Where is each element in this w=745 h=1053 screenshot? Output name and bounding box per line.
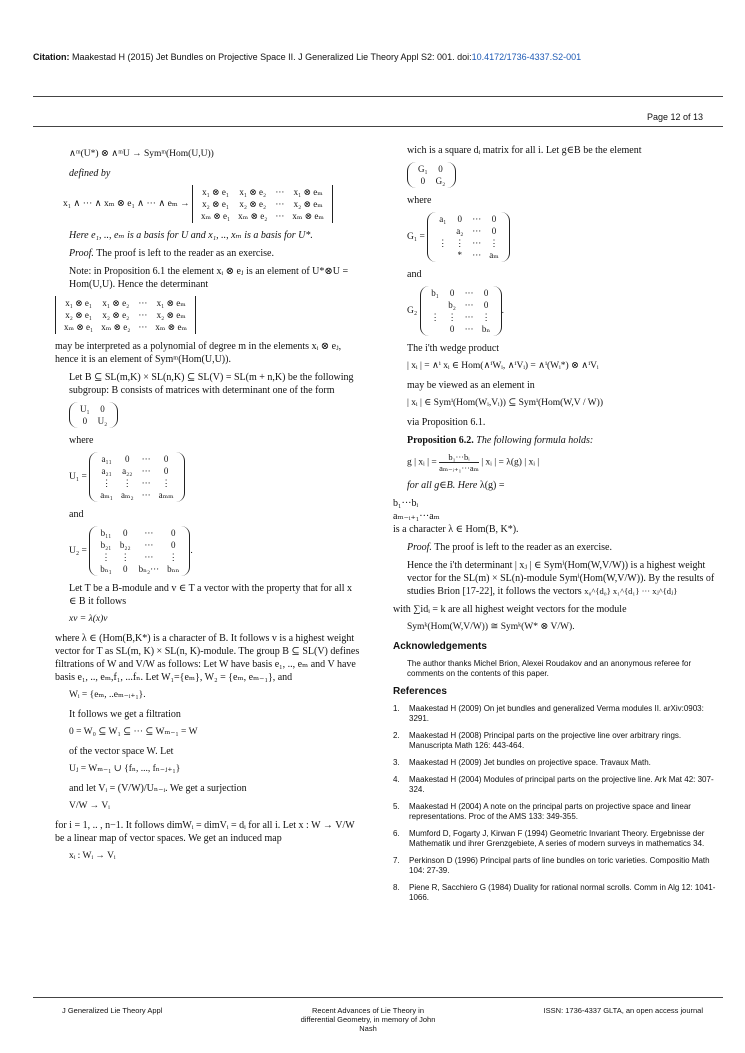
reference-item [393, 829, 723, 849]
filtration-equation: 0 = W₀ ⊆ W₁ ⊆ ··· ⊆ Wₘ₋₁ = W [69, 727, 198, 737]
G2-table [427, 287, 495, 335]
charac-text: is a character λ ∈ Hom(B, K*). [393, 524, 519, 535]
reference-text: Maakestad H (2008) Principal parts on the projective line over arbitrary rings. Manuscripta Math 126: 443-464. [409, 731, 682, 750]
determinant-matrix [192, 185, 333, 223]
matrix-cell: 0 [420, 176, 426, 186]
matrix-cell: aₘ [489, 250, 499, 260]
matrix-cell: ··· [275, 199, 285, 209]
matrix-cell: 0 [449, 288, 455, 298]
equation-wedge-sym: ∧ᵐ(U*) ⊗ ∧ᵐU → Symᵐ(Hom(U,U)) [69, 149, 214, 159]
square-paragraph: wich is a square dᵢ matrix for all i. Let g∈B be the element [407, 145, 642, 156]
citation [33, 52, 723, 62]
Uj-equation: Uⱼ = Wₘ₋₁ ∪ {fₙ, ..., fₙ₋ⱼ₊₁} [69, 764, 181, 774]
prop-text: The following formula holds: [476, 435, 594, 446]
matrix-row [96, 551, 183, 563]
references-heading: References [393, 686, 447, 697]
matrix-cell: a₂₁ [101, 466, 112, 476]
matrix-cell: xₘ ⊗ eₘ [292, 211, 324, 221]
matrix-cell: 0 [438, 164, 443, 174]
and-let: and let Vᵢ = (V/W)/Uₙ₋ᵢ. We get a surjection [69, 783, 247, 794]
matrix-cell: 0 [491, 214, 497, 224]
note-paragraph: Note: in Proposition 6.1 the element xᵢ ⊗ eⱼ is an element of U*⊗U = Hom(U,U). Hence the determinant [69, 266, 349, 290]
wedge-equation: | xᵢ | = ∧ⁱ xᵢ ∈ Hom(∧ⁱWᵢ, ∧ⁱVᵢ) = ∧ⁱ(Wᵢ*) ⊗ ∧ⁱVᵢ [407, 361, 599, 371]
matrix-cell: ··· [141, 466, 151, 476]
g-eq-rhs: | xᵢ | = λ(g) | xᵢ | [481, 457, 540, 468]
matrix-cell [434, 225, 451, 237]
matrix-row [60, 309, 191, 321]
matrix-cell: ⋮ [122, 478, 132, 488]
matrix-cell: x₂ ⊗ e₂ [239, 199, 267, 209]
matrix-cell: ··· [472, 214, 482, 224]
G1-label: G₁ = [407, 232, 425, 243]
matrix-cell: x₁ ⊗ e₁ [65, 298, 92, 308]
matrix-row [96, 539, 183, 551]
here-basis: Here e₁, .., eₘ is a basis for U and x₁, .., xₘ is a basis for U*. [69, 230, 313, 241]
matrix-cell: ⋮ [101, 552, 111, 562]
G2-label: G₂ [407, 306, 418, 317]
matrix-cell: ⋮ [489, 238, 499, 248]
matrix-cell: 0 [82, 416, 88, 426]
block-matrix-G [407, 162, 723, 188]
page-number-rule [33, 126, 723, 127]
U1-paren [89, 452, 184, 502]
g-equation [407, 452, 723, 473]
fori-paragraph: for i = 1, .. , n−1. It follows dimWᵢ = dimVᵢ = dᵢ for all i. Let x : W → V/W be a linear map of vector spaces. We get an induced map [55, 820, 355, 844]
reference-number: 4. [393, 775, 400, 784]
matrix-row [427, 287, 495, 299]
matrix-cell: 0 [491, 226, 497, 236]
matrix-cell: ··· [141, 490, 151, 500]
block-matrix-G-paren [407, 162, 456, 188]
matrix-cell: x₁ ⊗ e₂ [102, 298, 130, 308]
matrix-cell: xₘ ⊗ e₂ [101, 322, 131, 332]
matrix-cell: x₁ ⊗ e₂ [239, 187, 267, 197]
block-matrix-U [69, 402, 360, 428]
proof-text-2: The proof is left to the reader as an exercise. [434, 542, 612, 553]
ack-heading: Acknowledgements [393, 641, 487, 652]
xi-equation: xᵢ : Wᵢ → Vᵢ [69, 851, 116, 861]
matrix-row [427, 299, 495, 311]
matrix-cell: ⋮ [120, 552, 130, 562]
filtration-intro: It follows we get a filtration [69, 709, 181, 720]
matrix-cell: x₂ ⊗ e₁ [65, 310, 92, 320]
matrix-cell: ⋮ [168, 552, 178, 562]
matrix-cell: a₁₁ [101, 454, 112, 464]
matrix-cell: ⋮ [430, 312, 440, 322]
matrix-cell: x₂ ⊗ eₘ [156, 310, 186, 320]
reference-number: 7. [393, 856, 400, 865]
g-eq-lhs: g | xᵢ | = [407, 457, 437, 468]
footer-issn: ISSN: 1736-4337 GLTA, an open access journal [543, 1006, 703, 1015]
matrix-cell: ⋮ [102, 478, 112, 488]
sym-equation: | xᵢ | ∈ Symⁱ(Hom(Wᵢ,Vᵢ)) ⊆ Symⁱ(Hom(W,V / W)) [407, 398, 603, 408]
matrix-cell: ⋮ [161, 478, 171, 488]
reference-item [393, 758, 723, 768]
matrix-row [96, 489, 177, 501]
matrix-row [197, 186, 328, 198]
determinant-2 [55, 296, 360, 334]
reference-number: 3. [393, 758, 400, 767]
wedge-intro: The i'th wedge product [407, 343, 500, 354]
matrix-cell: ··· [472, 250, 482, 260]
matrix-cell [434, 249, 451, 261]
matrix-cell: x₂ ⊗ e₂ [102, 310, 130, 320]
prop-label: Proposition 6.2. [407, 435, 474, 446]
hence-text: Hence the i'th determinant | xⱼ | ∈ Symⁱ(Hom(W,V/W)) is a highest weight vector for the SL(m) × SL(n)-module Symⁱ(Hom(W,V/W)). By the results of studies Brion [17-22], it follows the vectors [407, 560, 715, 597]
vectors-expr: x₀^{d₀} x₁^{d₁} ··· xⱼ^{dⱼ} [584, 586, 678, 596]
matrix-row [427, 323, 495, 335]
matrix-cell: xₘ ⊗ e₂ [238, 211, 268, 221]
matrix-cell: xₘ ⊗ eₘ [155, 322, 187, 332]
reference-text: Maakestad H (2009) Jet bundles on projective space. Travaux Math. [409, 758, 651, 767]
U1-label: U₁ = [69, 472, 87, 483]
G1-table [434, 213, 503, 261]
matrix-cell: ··· [472, 238, 482, 248]
map-lhs: x₁ ∧ ··· ∧ xₘ ⊗ e₁ ∧ ··· ∧ eₘ → [63, 199, 190, 210]
page-number: Page 12 of 13 [646, 112, 703, 122]
proof-label-2: Proof. [407, 542, 432, 553]
citation-text: Maakestad H (2015) Jet Bundles on Projective Space II. J Generalized Lie Theory Appl S2: 001. doi: [72, 52, 472, 62]
matrix-cell: ⋮ [481, 312, 491, 322]
matrix-cell: x₁ ⊗ e₁ [202, 187, 229, 197]
matrix-cell: 0 [449, 324, 455, 334]
proof-label: Proof. [69, 248, 94, 259]
letT-paragraph: Let T be a B-module and v ∈ T a vector with the property that for all x ∈ B it follows [69, 583, 352, 607]
matrix-cell: 0 [122, 528, 128, 538]
matrix-cell: U₁ [80, 404, 90, 414]
matrix-row [96, 453, 177, 465]
matrix-cell [427, 323, 444, 335]
matrix-row [434, 225, 503, 237]
matrix-cell: ··· [464, 288, 474, 298]
matrix-row [60, 321, 191, 333]
matrix-cell: ··· [275, 187, 285, 197]
matrix-cell: b₂₂ [119, 540, 131, 550]
proof-2 [393, 541, 723, 554]
U2-table [96, 527, 183, 575]
matrix-cell: x₂ ⊗ eₘ [293, 199, 323, 209]
reference-item [393, 731, 723, 751]
reference-number: 5. [393, 802, 400, 811]
matrix-cell: 0 [163, 454, 169, 464]
matrix-row [434, 237, 503, 249]
block-matrix-U-paren [69, 402, 118, 428]
and-1: and [69, 509, 84, 520]
matrix-cell: ··· [138, 298, 148, 308]
reference-item [393, 802, 723, 822]
matrix-cell: xₘ ⊗ e₁ [200, 211, 231, 221]
determinant-matrix-2 [55, 296, 196, 334]
reference-number: 1. [393, 704, 400, 713]
matrix-cell: 0 [122, 564, 128, 574]
matrix-cell: 0 [171, 528, 176, 538]
matrix-row [434, 213, 503, 225]
determinant-table-2 [60, 297, 191, 333]
reference-text: Maakestad H (2004) Modules of principal parts on the projective line. Ark Mat 42: 307-324. [409, 775, 714, 794]
matrix-U2: U₂ = b₁₁ 0 ··· 0 b₂₁ b₂₂ ··· 0 ⋮ ⋮ ··· ⋮ bₙ₁ 0 bₙ₂··· bₙₙ . [69, 528, 193, 574]
left-column [55, 144, 360, 869]
matrix-cell: aₘₘ [158, 490, 174, 500]
lambda-frac-den: aₘ₋ᵢ₊₁···aₘ [393, 511, 440, 522]
lambda-frac-num: b₁···bᵢ [393, 498, 419, 509]
matrix-cell: 0 [483, 288, 489, 298]
reference-item [393, 856, 723, 876]
matrix-cell: ··· [472, 226, 482, 236]
reference-number: 2. [393, 731, 400, 740]
matrix-cell: b₂ [448, 300, 456, 310]
matrix-row [434, 249, 503, 261]
letB-paragraph: Let B ⊆ SL(m,K) × SL(n,K) ⊆ SL(V) = SL(m + n,K) be the following subgroup: B consists of matrices with determinant one of the form [69, 372, 354, 396]
matrix-G2: G₂ b₁ 0 ··· 0 b₂ ··· 0 ⋮ ⋮ ··· ⋮ 0 ··· bₙ . [407, 288, 504, 334]
reference-item [393, 883, 723, 903]
reference-number: 8. [393, 883, 400, 892]
U1-table [96, 453, 177, 501]
matrix-cell: G₁ [418, 164, 428, 174]
footer-center: Recent Advances of Lie Theory in differential Geometry, in memory of John Nash [300, 1006, 436, 1033]
matrix-cell: aₘ₁ [100, 490, 113, 500]
G1-paren [427, 212, 510, 262]
matrix-cell: 0 [457, 214, 463, 224]
footer-journal: J Generalized Lie Theory Appl [62, 1006, 163, 1015]
determinant-map [63, 185, 360, 223]
g-frac-num: b₁···bᵢ [439, 452, 479, 463]
matrix-cell: a₂ [456, 226, 464, 236]
matrix-row [414, 175, 449, 187]
matrix-cell [427, 299, 444, 311]
where-2: where [407, 195, 432, 206]
reference-number: 6. [393, 829, 400, 838]
surjection-equation: V/W → Vᵢ [69, 801, 110, 811]
highest-text: are all highest weight vectors for the module [447, 604, 627, 615]
U2-paren [89, 526, 190, 576]
matrix-row [76, 403, 111, 415]
matrix-row [96, 527, 183, 539]
proposition-6-2 [393, 434, 723, 447]
reference-text: Maakestad H (2004) A note on the principal parts on projective space and linear representations. Proc of the AMS 133: 349-355. [409, 802, 691, 821]
reference-text: Mumford D, Fogarty J, Kirwan F (1994) Geometric Invariant Theory. Ergebnisse der Mathematik und ihrer Grenzgebiete, A series of modern surveys in mathematics 34. [409, 829, 705, 848]
matrix-row [414, 163, 449, 175]
matrix-row [96, 465, 177, 477]
matrix-cell: ⋮ [447, 312, 457, 322]
matrix-cell: b₂₁ [100, 540, 112, 550]
of-vector-space: of the vector space W. Let [69, 746, 174, 757]
matrix-row [197, 210, 328, 222]
doi-link[interactable]: 10.4172/1736-4337.S2-001 [471, 52, 582, 62]
U2-label: U₂ = [69, 546, 87, 557]
and-2: and [407, 269, 422, 280]
matrix-cell: ⋮ [438, 238, 448, 248]
xv-equation: xv = λ(x)v [69, 614, 108, 624]
matrix-cell: ··· [275, 211, 285, 221]
matrix-cell: ··· [464, 300, 474, 310]
reference-item [393, 704, 723, 724]
matrix-cell: a₁ [439, 214, 447, 224]
hence-paragraph [393, 559, 723, 598]
matrix-cell: bₙ₁ [100, 564, 112, 574]
header-rule [33, 96, 723, 97]
determinant-table [197, 186, 328, 222]
matrix-cell: 0 [483, 300, 489, 310]
reference-text: Perkinson D (1996) Principal parts of line bundles on toric varieties. Compositio Math 104: 27-39. [409, 856, 710, 875]
matrix-cell: 0 [100, 404, 105, 414]
matrix-cell: x₁ ⊗ eₘ [156, 298, 186, 308]
matrix-cell: G₂ [435, 176, 446, 186]
matrix-cell: 0 [171, 540, 176, 550]
matrix-cell: b₁ [431, 288, 439, 298]
where-1: where [69, 435, 94, 446]
matrix-cell: bₙ₂··· [138, 564, 160, 574]
forall-line [393, 479, 723, 492]
ack-text: The author thanks Michel Brion, Alexei Roudakov and an anonymous referee for comments on the contents of this paper. [407, 659, 692, 678]
reference-item [393, 775, 723, 795]
matrix-cell: ··· [141, 454, 151, 464]
matrix-cell: x₂ ⊗ e₁ [202, 199, 229, 209]
reference-text: Piene R, Sacchiero G (1984) Duality for rational normal scrolls. Comm in Alg 12: 1041-1066. [409, 883, 716, 902]
iso-equation: Symᵏ(Hom(W,V/W)) ≅ Symᵏ(W* ⊗ V/W). [407, 622, 575, 632]
proof-1 [55, 247, 360, 260]
matrix-cell: ··· [144, 528, 154, 538]
g-fraction [439, 452, 479, 473]
viewed-as: may be viewed as an element in [407, 380, 535, 391]
block-table-G [414, 163, 449, 187]
G2-paren [420, 286, 502, 336]
matrix-cell: 0 [163, 466, 169, 476]
footer-rule [33, 997, 723, 998]
matrix-cell: U₂ [97, 416, 108, 426]
matrix-cell: x₁ ⊗ eₘ [293, 187, 323, 197]
matrix-row [96, 477, 177, 489]
lambda-eq: λ(g) = [479, 480, 505, 491]
matrix-cell: 0 [125, 454, 130, 464]
reference-list [393, 704, 723, 903]
matrix-row [197, 198, 328, 210]
with-text: with [393, 604, 411, 615]
matrix-cell: b₁₁ [100, 528, 112, 538]
citation-label: Citation: [33, 52, 70, 62]
proof-text: The proof is left to the reader as an exercise. [96, 248, 274, 259]
matrix-cell: bₙₙ [167, 564, 180, 574]
forall-text: for all g∈B. Here [407, 480, 478, 491]
via-proposition: via Proposition 6.1. [407, 417, 486, 428]
matrix-cell: ··· [464, 312, 474, 322]
matrix-row [60, 297, 191, 309]
matrix-G1 [407, 212, 723, 262]
matrix-cell: ··· [464, 324, 474, 334]
reference-text: Maakestad H (2009) On jet bundles and generalized Verma modules II. arXiv:0903: 3291. [409, 704, 704, 723]
matrix-row [76, 415, 111, 427]
matrix-row [427, 311, 495, 323]
matrix-cell: ··· [138, 310, 148, 320]
right-column [393, 144, 723, 910]
interp-paragraph: may be interpreted as a polynomial of degree m in the elements xᵢ ⊗ eⱼ, hence it is an element of Symᵐ(Hom(U,U)). [55, 341, 342, 365]
matrix-cell: ··· [141, 478, 151, 488]
defined-by: defined by [69, 168, 111, 179]
matrix-cell: xₘ ⊗ e₁ [64, 322, 94, 332]
g-frac-den: aₘ₋ᵢ₊₁···aₘ [439, 463, 479, 473]
with-line [393, 603, 723, 616]
matrix-cell: bₙ [481, 324, 491, 334]
matrix-cell: ··· [144, 552, 154, 562]
block-table-U [76, 403, 111, 427]
matrix-cell: a₂₂ [122, 466, 133, 476]
matrix-U1 [69, 452, 360, 502]
matrix-cell: ··· [138, 322, 148, 332]
wherelambda-paragraph: where λ ∈ (Hom(B,K*) is a character of B. It follows v is a highest weight vector for T as SL(m, K) × SL(n, K)-module. The group B ⊆ SL(V) defines filtrations of W and V/W as follows: Let W have basis e₁, .., eₘ and V have basis e₁, .., eₘ,f₁, ...fₙ. Let W₁={eₘ}, W₂ = {eₘ, eₘ₋₁}, and [55, 633, 360, 683]
matrix-cell: aₘ₂ [120, 490, 134, 500]
Wi-equation: Wᵢ = {eₘ, ..eₘ₋ᵢ₊₁}. [69, 690, 146, 700]
sum-expr: ∑idᵢ = k [413, 604, 446, 615]
matrix-row [96, 563, 183, 575]
matrix-cell: ⋮ [455, 238, 465, 248]
matrix-cell: * [457, 250, 463, 260]
matrix-cell: ··· [144, 540, 154, 550]
